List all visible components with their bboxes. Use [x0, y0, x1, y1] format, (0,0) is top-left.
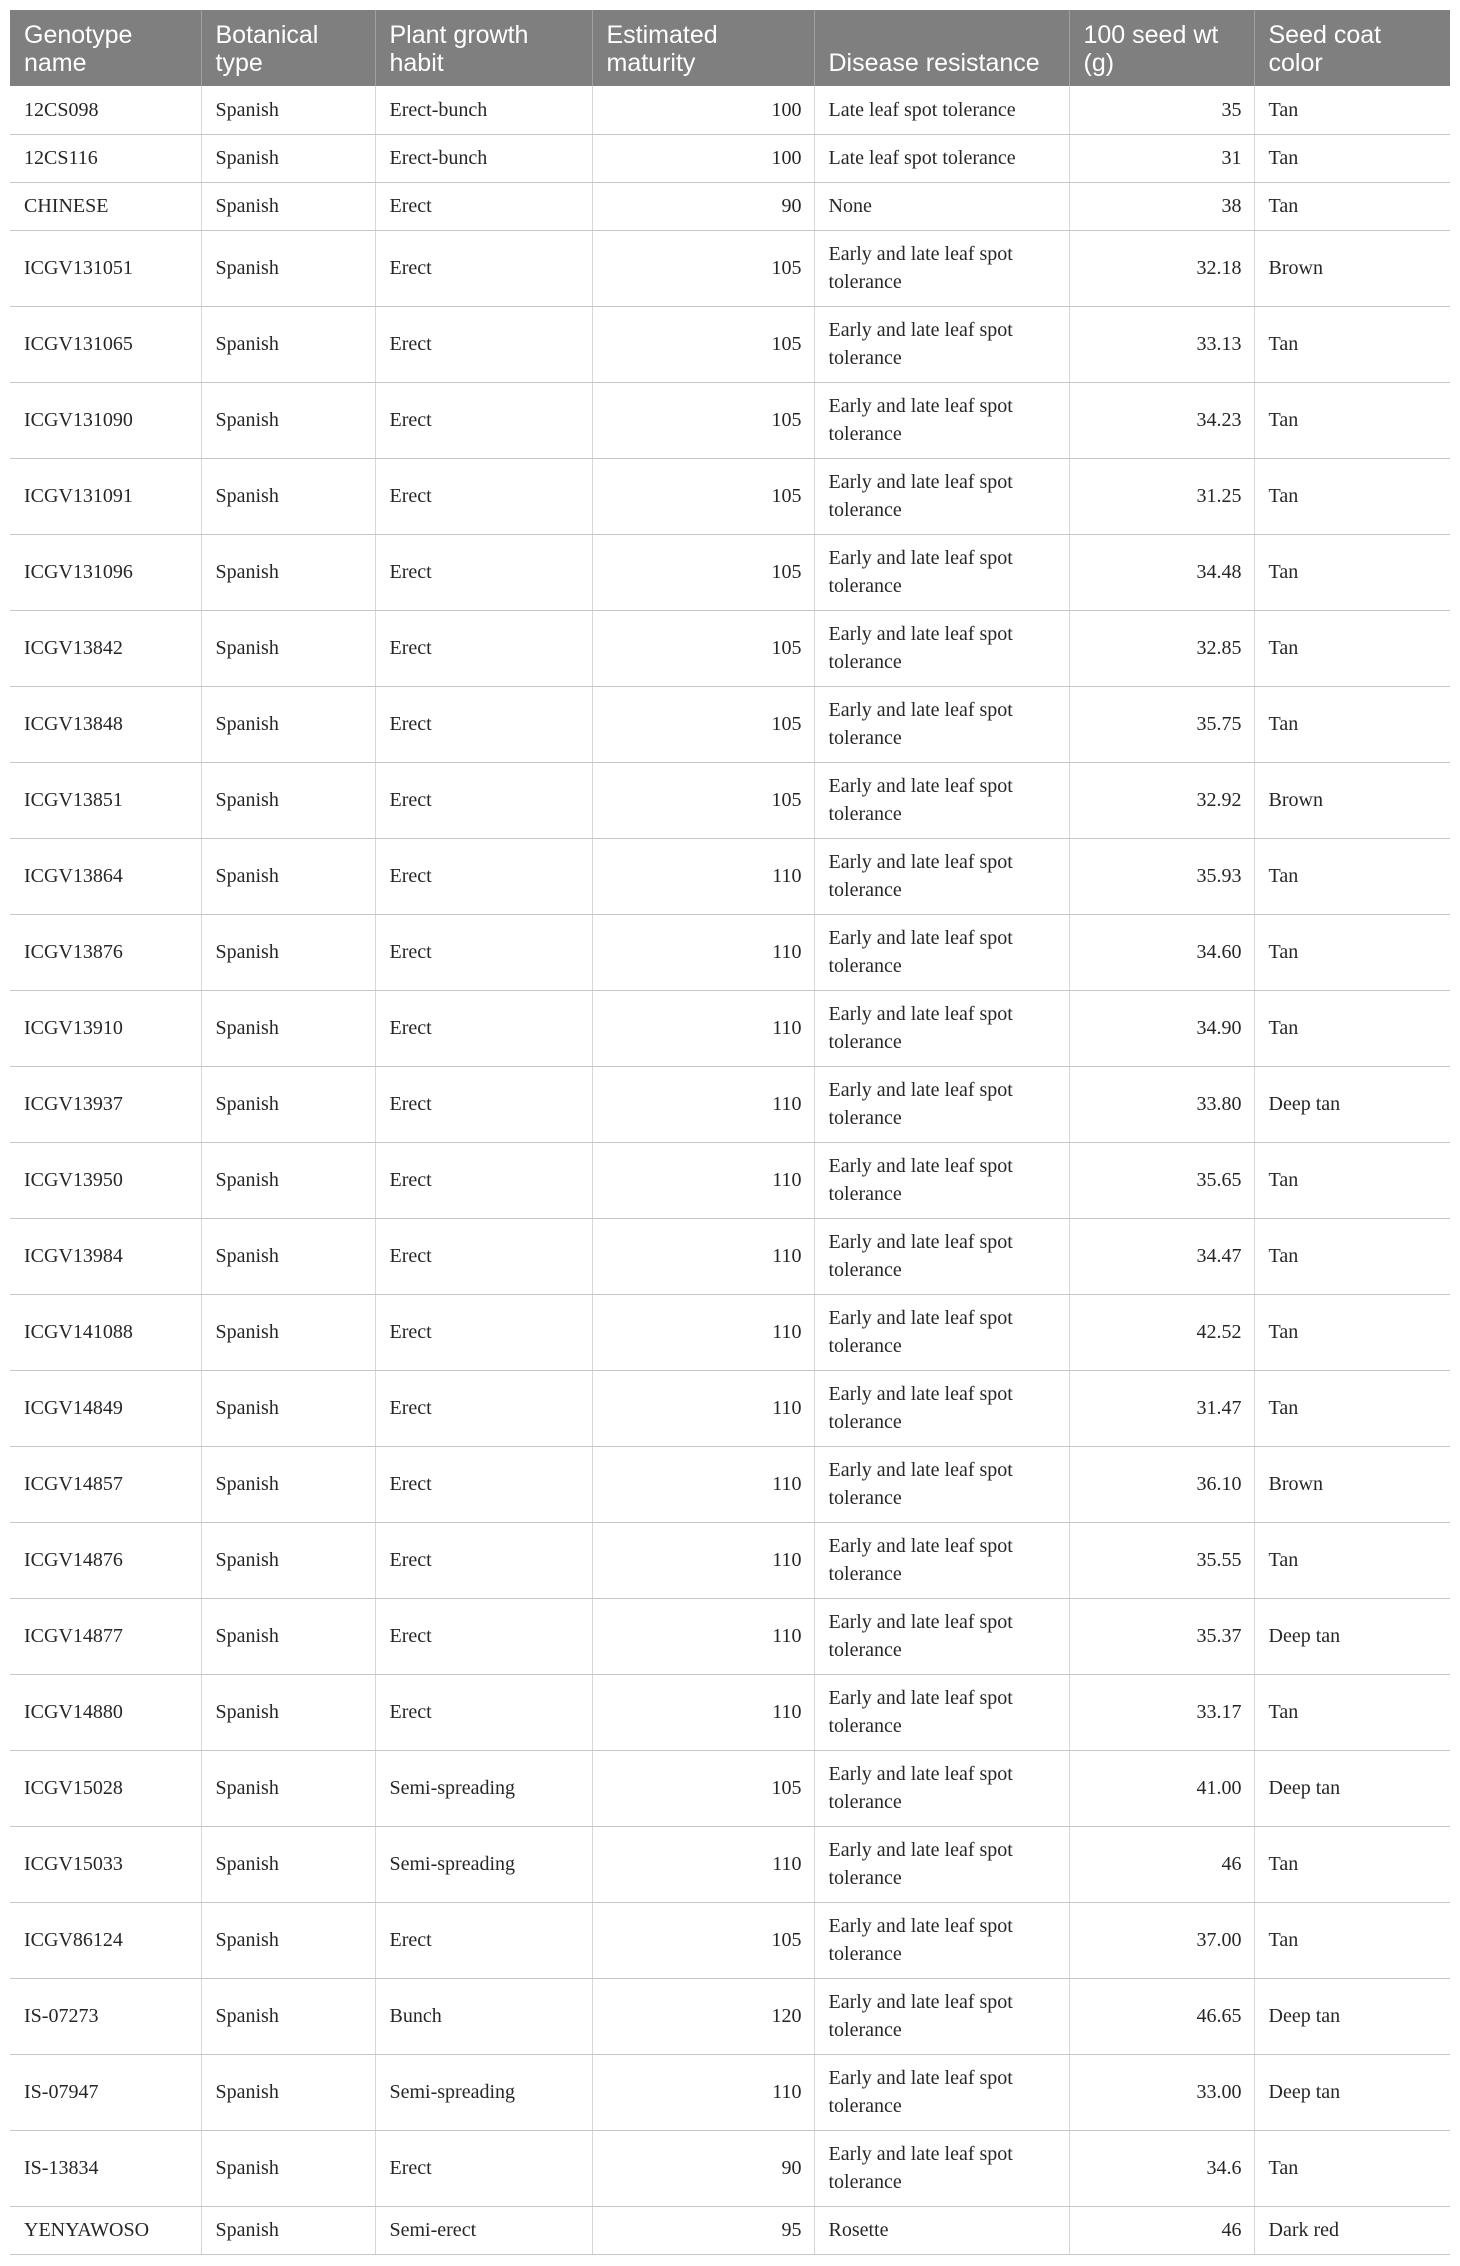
- seed-coat-color-cell: Tan: [1254, 838, 1450, 914]
- maturity-cell: 105: [592, 534, 814, 610]
- maturity-cell: 105: [592, 686, 814, 762]
- seed-coat-color-cell: Tan: [1254, 1294, 1450, 1370]
- table-row: [10, 686, 1450, 762]
- table-row: [10, 306, 1450, 382]
- genotype-name-cell: IS-07947: [10, 2054, 201, 2130]
- seed-coat-color-cell: Tan: [1254, 182, 1450, 230]
- maturity-cell: 105: [592, 610, 814, 686]
- table-row: [10, 1522, 1450, 1598]
- seed-weight-cell: 31: [1069, 134, 1254, 182]
- disease-resistance-cell: Early and late leaf spot tolerance: [814, 306, 1069, 382]
- genotype-name-cell: ICGV15028: [10, 1750, 201, 1826]
- growth-habit-cell: Semi-erect: [375, 2206, 592, 2254]
- botanical-type-cell: Spanish: [201, 610, 375, 686]
- maturity-cell: 120: [592, 1978, 814, 2054]
- growth-habit-cell: Semi-spreading: [375, 1750, 592, 1826]
- disease-resistance-cell: Early and late leaf spot tolerance: [814, 1674, 1069, 1750]
- maturity-cell: 110: [592, 1446, 814, 1522]
- maturity-cell: 105: [592, 1902, 814, 1978]
- genotype-name-cell: IS-13834: [10, 2130, 201, 2206]
- disease-resistance-cell: Rosette: [814, 2206, 1069, 2254]
- botanical-type-cell: Spanish: [201, 1218, 375, 1294]
- maturity-cell: 95: [592, 2206, 814, 2254]
- genotype-table-container: [10, 10, 1450, 2255]
- header-seed-weight: 100 seed wt (g): [1069, 10, 1254, 86]
- seed-weight-cell: 35.55: [1069, 1522, 1254, 1598]
- table-row: [10, 382, 1450, 458]
- seed-coat-color-cell: Tan: [1254, 306, 1450, 382]
- table-row: [10, 2054, 1450, 2130]
- genotype-name-cell: ICGV141088: [10, 1294, 201, 1370]
- seed-coat-color-cell: Dark red: [1254, 2206, 1450, 2254]
- botanical-type-cell: Spanish: [201, 990, 375, 1066]
- seed-coat-color-cell: Tan: [1254, 2130, 1450, 2206]
- header-botanical-type: Botanical type: [201, 10, 375, 86]
- genotype-name-cell: CHINESE: [10, 182, 201, 230]
- botanical-type-cell: Spanish: [201, 1750, 375, 1826]
- disease-resistance-cell: Early and late leaf spot tolerance: [814, 458, 1069, 534]
- header-genotype-name: Genotype name: [10, 10, 201, 86]
- growth-habit-cell: Erect-bunch: [375, 86, 592, 134]
- genotype-name-cell: ICGV14876: [10, 1522, 201, 1598]
- disease-resistance-cell: Early and late leaf spot tolerance: [814, 838, 1069, 914]
- disease-resistance-cell: Early and late leaf spot tolerance: [814, 990, 1069, 1066]
- genotype-name-cell: ICGV131051: [10, 230, 201, 306]
- header-plant-growth-habit: Plant growth habit: [375, 10, 592, 86]
- genotype-name-cell: ICGV86124: [10, 1902, 201, 1978]
- botanical-type-cell: Spanish: [201, 134, 375, 182]
- table-row: [10, 1066, 1450, 1142]
- maturity-cell: 105: [592, 382, 814, 458]
- genotype-name-cell: ICGV14877: [10, 1598, 201, 1674]
- disease-resistance-cell: Early and late leaf spot tolerance: [814, 1294, 1069, 1370]
- seed-coat-color-cell: Tan: [1254, 1674, 1450, 1750]
- growth-habit-cell: Erect: [375, 1218, 592, 1294]
- seed-weight-cell: 41.00: [1069, 1750, 1254, 1826]
- genotype-name-cell: ICGV13864: [10, 838, 201, 914]
- genotype-name-cell: ICGV13984: [10, 1218, 201, 1294]
- table-row: [10, 458, 1450, 534]
- seed-coat-color-cell: Brown: [1254, 230, 1450, 306]
- growth-habit-cell: Erect: [375, 1294, 592, 1370]
- genotype-name-cell: ICGV15033: [10, 1826, 201, 1902]
- growth-habit-cell: Erect: [375, 382, 592, 458]
- table-row: [10, 534, 1450, 610]
- header-estimated-maturity: Estimated maturity: [592, 10, 814, 86]
- genotype-name-cell: ICGV13937: [10, 1066, 201, 1142]
- seed-weight-cell: 32.85: [1069, 610, 1254, 686]
- growth-habit-cell: Erect: [375, 838, 592, 914]
- seed-coat-color-cell: Tan: [1254, 610, 1450, 686]
- genotype-table: [10, 10, 1450, 2255]
- genotype-name-cell: ICGV131096: [10, 534, 201, 610]
- growth-habit-cell: Erect: [375, 1142, 592, 1218]
- botanical-type-cell: Spanish: [201, 1142, 375, 1218]
- growth-habit-cell: Erect: [375, 2130, 592, 2206]
- table-row: [10, 1446, 1450, 1522]
- header-row: [10, 10, 1450, 86]
- disease-resistance-cell: Early and late leaf spot tolerance: [814, 914, 1069, 990]
- disease-resistance-cell: Early and late leaf spot tolerance: [814, 2054, 1069, 2130]
- seed-weight-cell: 32.18: [1069, 230, 1254, 306]
- botanical-type-cell: Spanish: [201, 1370, 375, 1446]
- disease-resistance-cell: Early and late leaf spot tolerance: [814, 686, 1069, 762]
- seed-weight-cell: 31.47: [1069, 1370, 1254, 1446]
- disease-resistance-cell: Early and late leaf spot tolerance: [814, 1826, 1069, 1902]
- botanical-type-cell: Spanish: [201, 1522, 375, 1598]
- maturity-cell: 110: [592, 2054, 814, 2130]
- maturity-cell: 110: [592, 1370, 814, 1446]
- seed-weight-cell: 37.00: [1069, 1902, 1254, 1978]
- genotype-name-cell: ICGV13910: [10, 990, 201, 1066]
- seed-coat-color-cell: Deep tan: [1254, 1066, 1450, 1142]
- maturity-cell: 110: [592, 1218, 814, 1294]
- seed-coat-color-cell: Tan: [1254, 1522, 1450, 1598]
- genotype-name-cell: ICGV14880: [10, 1674, 201, 1750]
- botanical-type-cell: Spanish: [201, 1902, 375, 1978]
- disease-resistance-cell: Early and late leaf spot tolerance: [814, 534, 1069, 610]
- maturity-cell: 110: [592, 990, 814, 1066]
- botanical-type-cell: Spanish: [201, 306, 375, 382]
- disease-resistance-cell: Early and late leaf spot tolerance: [814, 1370, 1069, 1446]
- botanical-type-cell: Spanish: [201, 1978, 375, 2054]
- maturity-cell: 105: [592, 458, 814, 534]
- maturity-cell: 90: [592, 182, 814, 230]
- botanical-type-cell: Spanish: [201, 458, 375, 534]
- seed-weight-cell: 34.47: [1069, 1218, 1254, 1294]
- maturity-cell: 110: [592, 914, 814, 990]
- table-row: [10, 990, 1450, 1066]
- maturity-cell: 110: [592, 838, 814, 914]
- seed-weight-cell: 34.48: [1069, 534, 1254, 610]
- growth-habit-cell: Erect: [375, 306, 592, 382]
- seed-weight-cell: 35.93: [1069, 838, 1254, 914]
- table-row: [10, 2130, 1450, 2206]
- table-row: [10, 1598, 1450, 1674]
- seed-coat-color-cell: Deep tan: [1254, 1598, 1450, 1674]
- genotype-name-cell: ICGV13950: [10, 1142, 201, 1218]
- botanical-type-cell: Spanish: [201, 1826, 375, 1902]
- table-row: [10, 610, 1450, 686]
- table-row: [10, 2206, 1450, 2254]
- seed-coat-color-cell: Tan: [1254, 1370, 1450, 1446]
- botanical-type-cell: Spanish: [201, 182, 375, 230]
- botanical-type-cell: Spanish: [201, 1066, 375, 1142]
- seed-weight-cell: 34.6: [1069, 2130, 1254, 2206]
- table-row: [10, 86, 1450, 134]
- seed-weight-cell: 46: [1069, 2206, 1254, 2254]
- seed-weight-cell: 42.52: [1069, 1294, 1254, 1370]
- seed-coat-color-cell: Tan: [1254, 990, 1450, 1066]
- table-body: [10, 86, 1450, 2254]
- botanical-type-cell: Spanish: [201, 2130, 375, 2206]
- table-row: [10, 1218, 1450, 1294]
- genotype-name-cell: ICGV13848: [10, 686, 201, 762]
- genotype-name-cell: ICGV13876: [10, 914, 201, 990]
- table-row: [10, 1294, 1450, 1370]
- seed-weight-cell: 46.65: [1069, 1978, 1254, 2054]
- growth-habit-cell: Erect: [375, 534, 592, 610]
- botanical-type-cell: Spanish: [201, 838, 375, 914]
- disease-resistance-cell: Early and late leaf spot tolerance: [814, 1066, 1069, 1142]
- seed-coat-color-cell: Tan: [1254, 1218, 1450, 1294]
- seed-coat-color-cell: Tan: [1254, 914, 1450, 990]
- botanical-type-cell: Spanish: [201, 762, 375, 838]
- growth-habit-cell: Erect: [375, 1446, 592, 1522]
- seed-weight-cell: 33.13: [1069, 306, 1254, 382]
- maturity-cell: 110: [592, 1826, 814, 1902]
- seed-weight-cell: 34.23: [1069, 382, 1254, 458]
- botanical-type-cell: Spanish: [201, 2054, 375, 2130]
- disease-resistance-cell: Early and late leaf spot tolerance: [814, 610, 1069, 686]
- header-seed-coat-color: Seed coat color: [1254, 10, 1450, 86]
- botanical-type-cell: Spanish: [201, 1294, 375, 1370]
- growth-habit-cell: Erect: [375, 1674, 592, 1750]
- seed-weight-cell: 38: [1069, 182, 1254, 230]
- disease-resistance-cell: Early and late leaf spot tolerance: [814, 1522, 1069, 1598]
- maturity-cell: 110: [592, 1598, 814, 1674]
- genotype-name-cell: ICGV13851: [10, 762, 201, 838]
- maturity-cell: 110: [592, 1674, 814, 1750]
- table-row: [10, 1978, 1450, 2054]
- maturity-cell: 110: [592, 1066, 814, 1142]
- table-row: [10, 1902, 1450, 1978]
- seed-weight-cell: 35.37: [1069, 1598, 1254, 1674]
- disease-resistance-cell: None: [814, 182, 1069, 230]
- seed-weight-cell: 46: [1069, 1826, 1254, 1902]
- seed-weight-cell: 35.65: [1069, 1142, 1254, 1218]
- maturity-cell: 110: [592, 1294, 814, 1370]
- disease-resistance-cell: Early and late leaf spot tolerance: [814, 1446, 1069, 1522]
- growth-habit-cell: Erect: [375, 230, 592, 306]
- disease-resistance-cell: Early and late leaf spot tolerance: [814, 230, 1069, 306]
- seed-coat-color-cell: Tan: [1254, 134, 1450, 182]
- growth-habit-cell: Erect: [375, 1370, 592, 1446]
- seed-coat-color-cell: Deep tan: [1254, 1750, 1450, 1826]
- genotype-name-cell: ICGV131065: [10, 306, 201, 382]
- seed-weight-cell: 33.80: [1069, 1066, 1254, 1142]
- botanical-type-cell: Spanish: [201, 382, 375, 458]
- growth-habit-cell: Erect: [375, 762, 592, 838]
- growth-habit-cell: Erect: [375, 610, 592, 686]
- maturity-cell: 100: [592, 86, 814, 134]
- seed-coat-color-cell: Tan: [1254, 534, 1450, 610]
- botanical-type-cell: Spanish: [201, 1598, 375, 1674]
- seed-weight-cell: 34.60: [1069, 914, 1254, 990]
- table-row: [10, 762, 1450, 838]
- seed-coat-color-cell: Tan: [1254, 1902, 1450, 1978]
- growth-habit-cell: Erect: [375, 1902, 592, 1978]
- disease-resistance-cell: Early and late leaf spot tolerance: [814, 1978, 1069, 2054]
- growth-habit-cell: Erect: [375, 1598, 592, 1674]
- maturity-cell: 110: [592, 1142, 814, 1218]
- disease-resistance-cell: Early and late leaf spot tolerance: [814, 1598, 1069, 1674]
- seed-coat-color-cell: Deep tan: [1254, 2054, 1450, 2130]
- table-header: [10, 10, 1450, 86]
- botanical-type-cell: Spanish: [201, 1674, 375, 1750]
- table-row: [10, 838, 1450, 914]
- maturity-cell: 105: [592, 762, 814, 838]
- seed-weight-cell: 31.25: [1069, 458, 1254, 534]
- genotype-name-cell: ICGV14849: [10, 1370, 201, 1446]
- disease-resistance-cell: Early and late leaf spot tolerance: [814, 2130, 1069, 2206]
- disease-resistance-cell: Early and late leaf spot tolerance: [814, 1902, 1069, 1978]
- genotype-name-cell: ICGV13842: [10, 610, 201, 686]
- growth-habit-cell: Erect: [375, 1066, 592, 1142]
- growth-habit-cell: Semi-spreading: [375, 2054, 592, 2130]
- botanical-type-cell: Spanish: [201, 914, 375, 990]
- maturity-cell: 105: [592, 230, 814, 306]
- disease-resistance-cell: Late leaf spot tolerance: [814, 134, 1069, 182]
- maturity-cell: 110: [592, 1522, 814, 1598]
- seed-weight-cell: 33.17: [1069, 1674, 1254, 1750]
- table-row: [10, 1142, 1450, 1218]
- seed-coat-color-cell: Brown: [1254, 762, 1450, 838]
- botanical-type-cell: Spanish: [201, 686, 375, 762]
- table-row: [10, 1750, 1450, 1826]
- disease-resistance-cell: Late leaf spot tolerance: [814, 86, 1069, 134]
- growth-habit-cell: Erect: [375, 458, 592, 534]
- disease-resistance-cell: Early and late leaf spot tolerance: [814, 1142, 1069, 1218]
- seed-coat-color-cell: Tan: [1254, 1826, 1450, 1902]
- growth-habit-cell: Erect: [375, 990, 592, 1066]
- growth-habit-cell: Erect: [375, 914, 592, 990]
- growth-habit-cell: Erect: [375, 1522, 592, 1598]
- table-row: [10, 914, 1450, 990]
- botanical-type-cell: Spanish: [201, 230, 375, 306]
- growth-habit-cell: Semi-spreading: [375, 1826, 592, 1902]
- seed-coat-color-cell: Tan: [1254, 1142, 1450, 1218]
- maturity-cell: 100: [592, 134, 814, 182]
- disease-resistance-cell: Early and late leaf spot tolerance: [814, 382, 1069, 458]
- growth-habit-cell: Erect-bunch: [375, 134, 592, 182]
- genotype-name-cell: ICGV14857: [10, 1446, 201, 1522]
- disease-resistance-cell: Early and late leaf spot tolerance: [814, 762, 1069, 838]
- maturity-cell: 90: [592, 2130, 814, 2206]
- botanical-type-cell: Spanish: [201, 86, 375, 134]
- botanical-type-cell: Spanish: [201, 534, 375, 610]
- genotype-name-cell: ICGV131091: [10, 458, 201, 534]
- growth-habit-cell: Bunch: [375, 1978, 592, 2054]
- seed-coat-color-cell: Deep tan: [1254, 1978, 1450, 2054]
- growth-habit-cell: Erect: [375, 686, 592, 762]
- header-disease-resistance: Disease resistance: [814, 10, 1069, 86]
- seed-weight-cell: 36.10: [1069, 1446, 1254, 1522]
- seed-coat-color-cell: Tan: [1254, 86, 1450, 134]
- botanical-type-cell: Spanish: [201, 2206, 375, 2254]
- disease-resistance-cell: Early and late leaf spot tolerance: [814, 1218, 1069, 1294]
- genotype-name-cell: 12CS098: [10, 86, 201, 134]
- table-row: [10, 134, 1450, 182]
- seed-weight-cell: 34.90: [1069, 990, 1254, 1066]
- table-row: [10, 182, 1450, 230]
- maturity-cell: 105: [592, 1750, 814, 1826]
- seed-coat-color-cell: Tan: [1254, 458, 1450, 534]
- table-row: [10, 1674, 1450, 1750]
- table-row: [10, 1826, 1450, 1902]
- seed-weight-cell: 35: [1069, 86, 1254, 134]
- genotype-name-cell: IS-07273: [10, 1978, 201, 2054]
- genotype-name-cell: ICGV131090: [10, 382, 201, 458]
- seed-coat-color-cell: Brown: [1254, 1446, 1450, 1522]
- seed-coat-color-cell: Tan: [1254, 686, 1450, 762]
- disease-resistance-cell: Early and late leaf spot tolerance: [814, 1750, 1069, 1826]
- genotype-name-cell: YENYAWOSO: [10, 2206, 201, 2254]
- growth-habit-cell: Erect: [375, 182, 592, 230]
- seed-weight-cell: 33.00: [1069, 2054, 1254, 2130]
- seed-weight-cell: 32.92: [1069, 762, 1254, 838]
- maturity-cell: 105: [592, 306, 814, 382]
- seed-coat-color-cell: Tan: [1254, 382, 1450, 458]
- botanical-type-cell: Spanish: [201, 1446, 375, 1522]
- table-row: [10, 1370, 1450, 1446]
- seed-weight-cell: 35.75: [1069, 686, 1254, 762]
- genotype-name-cell: 12CS116: [10, 134, 201, 182]
- table-row: [10, 230, 1450, 306]
